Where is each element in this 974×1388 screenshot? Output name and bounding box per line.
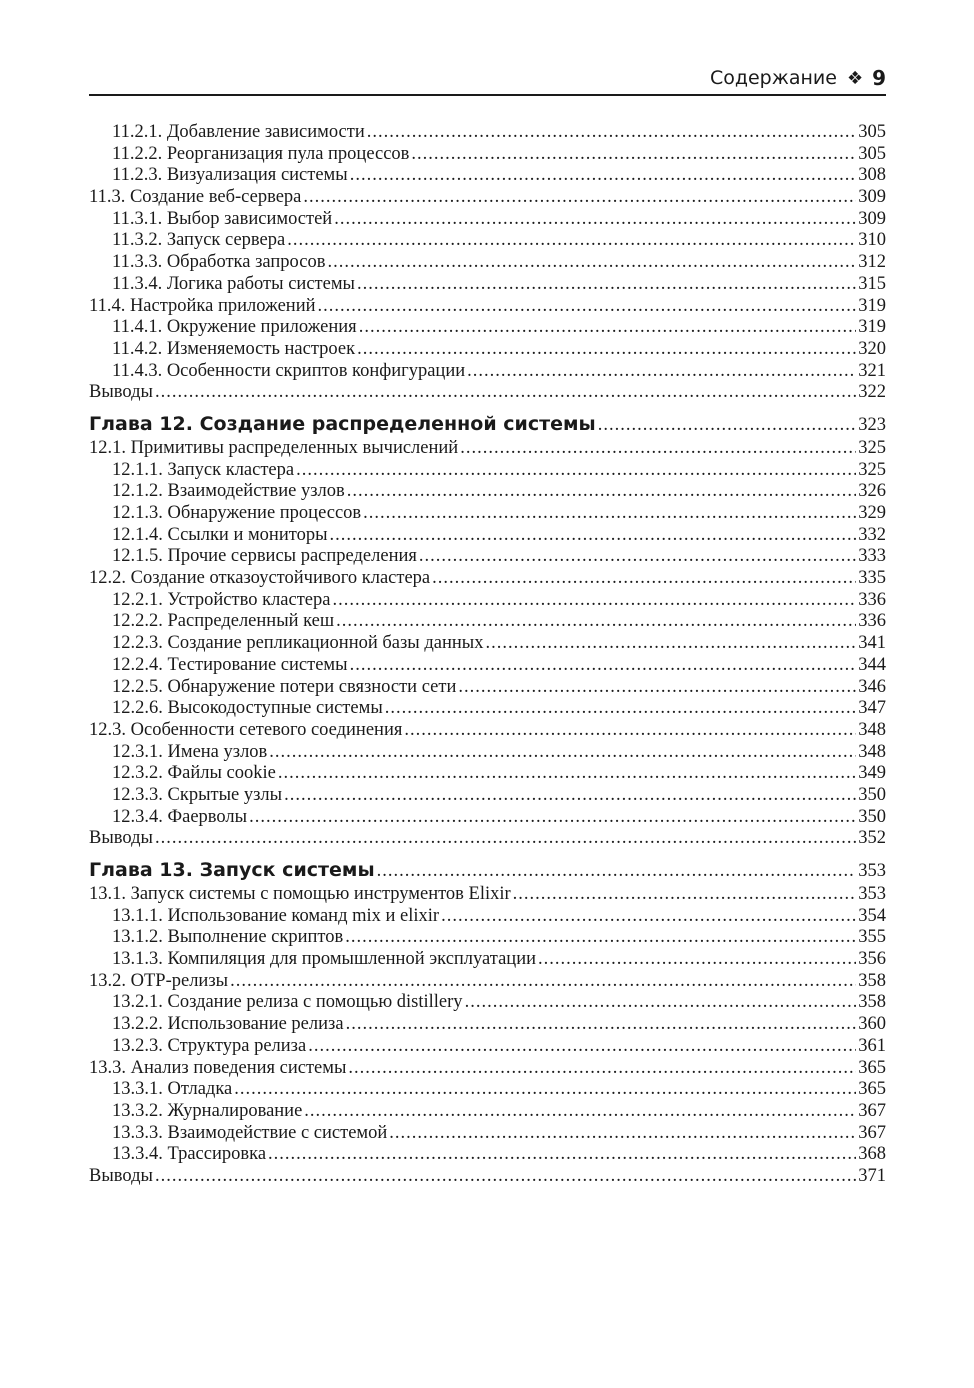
toc-entry-title: 12.1.5. Прочие сервисы распределения: [112, 546, 417, 567]
toc-entry[interactable]: [89, 1014, 886, 1036]
toc-entry[interactable]: [89, 742, 886, 764]
toc-entry-page: 320: [858, 338, 886, 359]
toc-entry[interactable]: [89, 503, 886, 525]
toc-entry-title: Глава 13. Запуск системы: [89, 859, 375, 881]
toc-entry-title: 11.2.3. Визуализация системы: [112, 165, 348, 186]
toc-entry[interactable]: [89, 763, 886, 785]
dot-leader: [318, 296, 857, 318]
toc-entry-page: 341: [858, 633, 886, 654]
dot-leader: [363, 503, 856, 525]
toc-entry[interactable]: [89, 460, 886, 482]
toc-entry-page: 319: [858, 317, 886, 338]
toc-entry-title: 13.2. OTP-релизы: [89, 970, 229, 991]
dot-leader: [278, 763, 856, 785]
toc-entry-title: 12.3.1. Имена узлов: [112, 741, 268, 762]
toc-entry-title: 12.1.2. Взаимодействие узлов: [112, 481, 345, 502]
toc-entry[interactable]: [89, 1101, 886, 1123]
dot-leader: [230, 971, 856, 993]
toc-entry-title: 12.2.2. Распределенный кеш: [112, 611, 335, 632]
toc-entry-page: 347: [858, 698, 886, 719]
toc-entry[interactable]: [89, 677, 886, 699]
toc-entry[interactable]: [89, 884, 886, 906]
toc-entry-page: 348: [858, 741, 886, 762]
dot-leader: [458, 677, 856, 699]
toc-entry[interactable]: [89, 906, 886, 928]
toc-entry-title: 13.3.1. Отладка: [112, 1079, 233, 1100]
toc-entry-page: 346: [858, 676, 886, 697]
dot-leader: [359, 317, 857, 339]
toc-entry-title: 13.3.4. Трассировка: [112, 1144, 267, 1165]
toc-entry[interactable]: [89, 1058, 886, 1080]
toc-entry[interactable]: [89, 590, 886, 612]
toc-entry-title: 12.2.4. Тестирование системы: [112, 654, 348, 675]
dot-leader: [350, 165, 857, 187]
toc-entry-page: 326: [858, 481, 886, 502]
toc-entry[interactable]: [89, 546, 886, 568]
dot-leader: [350, 655, 857, 677]
toc-entry-page: 349: [858, 763, 886, 784]
toc-entry-page: 325: [858, 459, 886, 480]
dot-leader: [538, 949, 856, 971]
toc-entry-title: 11.2.1. Добавление зависимости: [112, 122, 365, 142]
dot-leader: [304, 1101, 856, 1123]
dot-leader: [467, 361, 856, 383]
toc-entry-title: 12.2.5. Обнаружение потери связности сети: [112, 676, 457, 697]
table-of-contents: [89, 122, 886, 1188]
toc-entry-title: 12.1. Примитивы распределенных вычислений: [89, 437, 459, 458]
toc-entry-title: 13.2.2. Использование релиза: [112, 1014, 344, 1035]
toc-entry-page: 352: [858, 828, 886, 849]
toc-entry-title: 12.3.4. Фаерволы: [112, 806, 248, 827]
toc-entry-title: 12.2.3. Создание репликационной базы данных: [112, 633, 484, 654]
toc-entry-title: 11.3. Создание веб-сервера: [89, 187, 302, 208]
toc-entry-title: 11.4.1. Окружение приложения: [112, 317, 357, 338]
dot-leader: [155, 1166, 856, 1188]
toc-entry[interactable]: [89, 971, 886, 993]
dot-leader: [432, 568, 856, 590]
toc-entry-title: 11.3.3. Обработка запросов: [112, 252, 326, 273]
toc-entry-page: 368: [858, 1144, 886, 1165]
toc-entry-page: 365: [858, 1057, 886, 1078]
toc-entry-title: 11.3.2. Запуск сервера: [112, 230, 286, 251]
dot-leader: [513, 884, 857, 906]
dot-leader: [155, 382, 856, 404]
toc-entry-title: 13.1.1. Использование команд mix и elixir: [112, 905, 440, 926]
toc-entry-title: 13.2.1. Создание релиза с помощью distillery: [112, 992, 463, 1013]
dot-leader: [346, 1014, 857, 1036]
dot-leader: [269, 742, 856, 764]
toc-entry-page: 309: [858, 208, 886, 229]
toc-entry[interactable]: [89, 361, 886, 383]
toc-entry-title: 13.1.3. Компиляция для промышленной эксплуатации: [112, 949, 537, 970]
dot-leader: [303, 187, 856, 209]
toc-entry[interactable]: [89, 611, 886, 633]
toc-entry-page: 308: [858, 165, 886, 186]
toc-entry[interactable]: [89, 1036, 886, 1058]
toc-entry[interactable]: [89, 165, 886, 187]
toc-chapter-entry[interactable]: [89, 412, 886, 437]
toc-entry[interactable]: [89, 785, 886, 807]
toc-entry-page: 350: [858, 806, 886, 827]
header-title: Содержание: [709, 67, 837, 89]
toc-entry[interactable]: [89, 296, 886, 318]
toc-entry-title: 12.2.1. Устройство кластера: [112, 589, 331, 610]
toc-entry[interactable]: [89, 252, 886, 274]
dot-leader: [441, 906, 856, 928]
dot-leader: [465, 992, 857, 1014]
toc-entry-title: 12.1.4. Ссылки и мониторы: [112, 524, 328, 545]
toc-entry[interactable]: [89, 807, 886, 829]
toc-entry-title: Выводы: [89, 382, 153, 403]
dot-leader: [348, 1058, 856, 1080]
toc-entry[interactable]: [89, 122, 886, 144]
toc-entry-title: 11.3.4. Логика работы системы: [112, 273, 355, 294]
toc-entry[interactable]: [89, 144, 886, 166]
toc-entry-page: 354: [858, 905, 886, 926]
dot-leader: [345, 927, 856, 949]
toc-entry[interactable]: [89, 720, 886, 742]
toc-entry-page: 348: [858, 719, 886, 740]
toc-entry-page: 335: [858, 568, 886, 589]
running-header: [89, 62, 886, 96]
dot-leader: [308, 1036, 856, 1058]
toc-entry[interactable]: [89, 828, 886, 850]
toc-entry[interactable]: [89, 1144, 886, 1166]
dot-leader: [367, 122, 856, 144]
toc-entry-page: 371: [858, 1165, 886, 1186]
toc-entry[interactable]: [89, 187, 886, 209]
toc-entry-title: 12.3.2. Файлы cookie: [112, 763, 276, 784]
dot-leader: [485, 633, 856, 655]
toc-entry[interactable]: [89, 438, 886, 460]
toc-entry-page: 310: [858, 230, 886, 251]
toc-entry-title: 11.3.1. Выбор зависимостей: [112, 208, 333, 229]
toc-entry-page: 333: [858, 546, 886, 567]
toc-entry-title: 12.1.1. Запуск кластера: [112, 459, 295, 480]
toc-entry[interactable]: [89, 568, 886, 590]
dot-leader: [334, 209, 856, 231]
toc-entry-page: 355: [858, 927, 886, 948]
toc-entry[interactable]: [89, 927, 886, 949]
dot-leader: [249, 807, 856, 829]
dot-leader: [296, 460, 856, 482]
dot-leader: [357, 274, 856, 296]
toc-entry-page: 322: [858, 382, 886, 403]
toc-entry-page: 344: [858, 654, 886, 675]
toc-chapter-entry[interactable]: [89, 858, 886, 883]
dot-leader: [385, 698, 857, 720]
toc-entry-page: 325: [858, 437, 886, 458]
toc-entry[interactable]: [89, 339, 886, 361]
toc-entry-page: 315: [858, 273, 886, 294]
toc-entry-title: 11.4.3. Особенности скриптов конфигурации: [112, 360, 466, 381]
toc-entry-page: 358: [858, 992, 886, 1013]
dot-leader: [598, 413, 857, 438]
dot-leader: [411, 144, 856, 166]
toc-entry-title: 13.3.3. Взаимодействие с системой: [112, 1122, 388, 1143]
toc-entry[interactable]: [89, 698, 886, 720]
toc-entry-page: 321: [858, 360, 886, 381]
toc-entry-page: 353: [858, 884, 886, 904]
toc-entry-page: 329: [858, 503, 886, 523]
toc-entry-title: 11.2.2. Реорганизация пула процессов: [112, 143, 410, 164]
toc-entry[interactable]: [89, 481, 886, 503]
toc-entry-title: 11.4. Настройка приложений: [89, 295, 316, 316]
toc-entry-page: 336: [858, 611, 886, 632]
toc-entry[interactable]: [89, 949, 886, 971]
dot-leader: [377, 859, 857, 884]
dot-leader: [336, 611, 856, 633]
toc-entry-page: 367: [858, 1100, 886, 1121]
toc-entry[interactable]: [89, 1166, 886, 1188]
diamond-ornament-icon: ❖: [846, 67, 864, 89]
toc-entry-title: 12.2. Создание отказоустойчивого кластера: [89, 568, 431, 589]
dot-leader: [268, 1144, 856, 1166]
toc-entry[interactable]: [89, 633, 886, 655]
toc-entry-page: 332: [858, 524, 886, 545]
toc-entry[interactable]: [89, 274, 886, 296]
dot-leader: [284, 785, 856, 807]
header-page-number: 9: [872, 66, 886, 90]
toc-entry-title: 13.1. Запуск системы с помощью инструментов Elixir: [89, 884, 511, 904]
dot-leader: [155, 828, 856, 850]
toc-entry-title: 13.2.3. Структура релиза: [112, 1035, 307, 1056]
dot-leader: [287, 230, 856, 252]
toc-entry[interactable]: [89, 655, 886, 677]
toc-entry-title: Глава 12. Создание распределенной системы: [89, 412, 596, 435]
toc-entry[interactable]: [89, 525, 886, 547]
dot-leader: [389, 1123, 856, 1145]
toc-entry-page: 312: [858, 252, 886, 273]
dot-leader: [357, 339, 856, 361]
toc-entry[interactable]: [89, 992, 886, 1014]
toc-entry-title: 12.1.3. Обнаружение процессов: [112, 503, 362, 523]
toc-entry-title: 12.3. Особенности сетевого соединения: [89, 719, 403, 740]
toc-entry-title: 13.1.2. Выполнение скриптов: [112, 927, 344, 948]
dot-leader: [330, 525, 857, 547]
toc-entry-page: 361: [858, 1035, 886, 1056]
toc-entry[interactable]: [89, 1079, 886, 1101]
toc-entry[interactable]: [89, 317, 886, 339]
toc-entry-page: 309: [858, 187, 886, 208]
toc-entry-page: 365: [858, 1079, 886, 1100]
toc-entry[interactable]: [89, 382, 886, 404]
toc-entry-page: 356: [858, 949, 886, 970]
toc-entry-page: 305: [858, 143, 886, 164]
dot-leader: [404, 720, 856, 742]
toc-entry-title: 13.3. Анализ поведения системы: [89, 1057, 347, 1078]
toc-entry-title: Выводы: [89, 828, 153, 849]
dot-leader: [347, 481, 857, 503]
toc-entry[interactable]: [89, 1123, 886, 1145]
toc-entry[interactable]: [89, 230, 886, 252]
toc-entry-page: 319: [858, 295, 886, 316]
dot-leader: [460, 438, 856, 460]
toc-entry-page: 336: [858, 589, 886, 610]
toc-entry-page: 350: [858, 784, 886, 805]
dot-leader: [332, 590, 856, 612]
toc-entry-title: 12.3.3. Скрытые узлы: [112, 784, 283, 805]
toc-entry-page: 353: [858, 861, 886, 881]
toc-entry-title: 11.4.2. Изменяемость настроек: [112, 338, 356, 359]
toc-entry-page: 358: [858, 970, 886, 991]
dot-leader: [419, 546, 856, 568]
toc-entry-page: 305: [858, 122, 886, 142]
dot-leader: [327, 252, 856, 274]
toc-entry-page: 323: [858, 414, 886, 435]
toc-entry-title: Выводы: [89, 1165, 153, 1186]
toc-entry-page: 367: [858, 1122, 886, 1143]
toc-entry-title: 13.3.2. Журналирование: [112, 1100, 303, 1121]
toc-entry-page: 360: [858, 1014, 886, 1035]
toc-entry-title: 12.2.6. Высокодоступные системы: [112, 698, 383, 719]
dot-leader: [234, 1079, 856, 1101]
toc-entry[interactable]: [89, 209, 886, 231]
